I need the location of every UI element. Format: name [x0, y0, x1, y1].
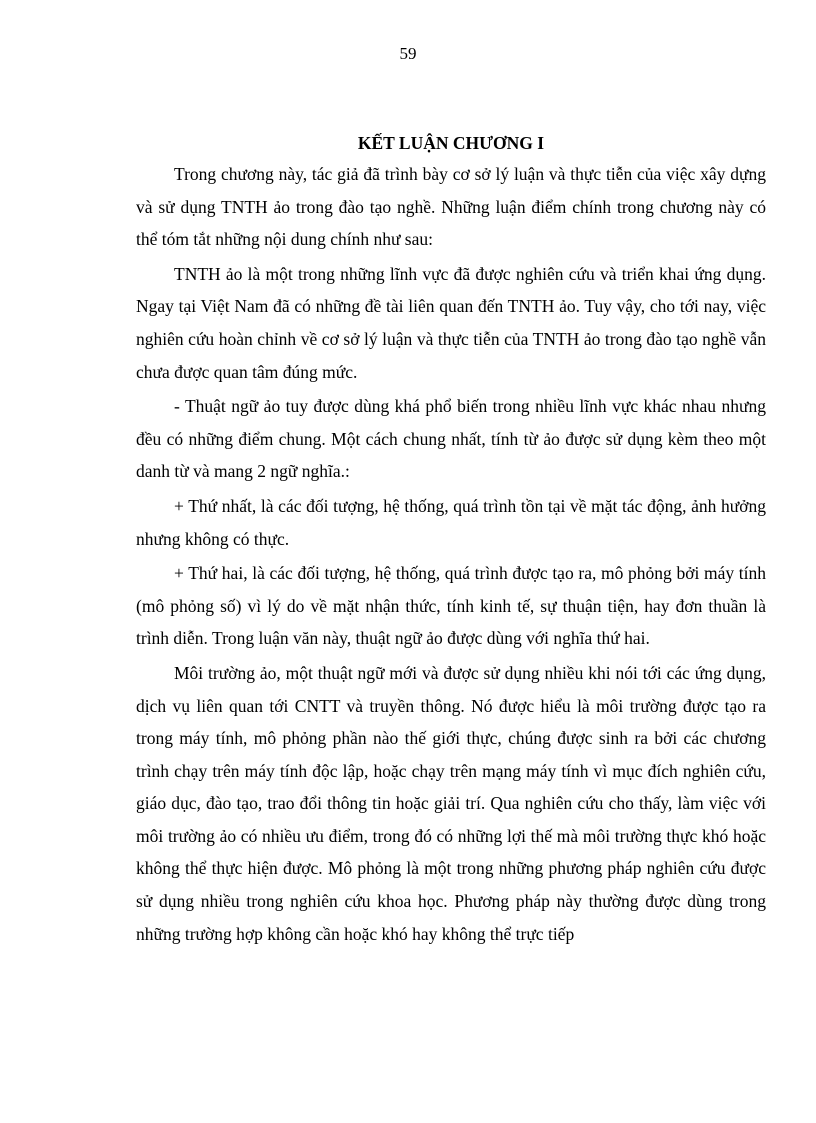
- paragraph-term-virtual: - Thuật ngữ ảo tuy được dùng khá phổ biến trong nhiều lĩnh vực khác nhau nhưng đều có những điểm chung. Một cách chung nhất, tính từ ảo được sử dụng kèm theo một danh từ và mang 2 ngữ nghĩa.:: [136, 396, 766, 482]
- paragraph-virtual-lab-status: TNTH ảo là một trong những lĩnh vực đã được nghiên cứu và triển khai ứng dụng. Ngay tại Việt Nam đã có những đề tài liên quan đến TNTH ảo. Tuy vậy, cho tới nay, việc nghiên cứu hoàn chỉnh về cơ sở lý luận và thực tiễn của TNTH ảo trong đào tạo nghề vẫn chưa được quan tâm đúng mức.: [136, 263, 766, 382]
- paragraph-intro: Trong chương này, tác giả đã trình bày cơ sở lý luận và thực tiễn của việc xây dựng và sử dụng TNTH ảo trong đào tạo nghề. Những luận điểm chính trong chương này có thể tóm tắt những nội dung chính như sau:: [136, 164, 766, 250]
- paragraph-virtual-environment: Môi trường ảo, một thuật ngữ mới và được sử dụng nhiều khi nói tới các ứng dụng, dịch vụ liên quan tới CNTT và truyền thông. Nó được hiểu là môi trường được tạo ra trong máy tính, mô phỏng phần nào thế giới thực, chúng được sinh ra bởi các chương trình chạy trên máy tính độc lập, hoặc chạy trên mạng máy tính vì mục đích nghiên cứu, giáo dục, đào tạo, trao đổi thông tin hoặc giải trí. Qua nghiên cứu cho thấy, làm việc với môi trường ảo có nhiều ưu điểm, trong đó có những lợi thế mà môi trường thực khó hoặc không thể thực hiện được. Mô phỏng là một trong những phương pháp nghiên cứu được sử dụng nhiều trong nghiên cứu khoa học. Phương pháp này thường được dùng trong những trường hợp không cần hoặc khó hay không thể trực tiếp: [136, 662, 766, 944]
- page-number: 59: [399, 44, 417, 63]
- chapter-conclusion-heading: KẾT LUẬN CHƯƠNG I: [357, 133, 545, 153]
- page-body: [136, 128, 766, 952]
- paragraph-meaning-first: + Thứ nhất, là các đối tượng, hệ thống, quá trình tồn tại về mặt tác động, ảnh hưởng nhưng không có thực.: [136, 495, 766, 549]
- paragraph-meaning-second: + Thứ hai, là các đối tượng, hệ thống, quá trình được tạo ra, mô phỏng bởi máy tính (mô phỏng số) vì lý do về mặt nhận thức, tính kinh tế, sự thuận tiện, hay đơn thuần là trình diễn. Trong luận văn này, thuật ngữ ảo được dùng với nghĩa thứ hai.: [136, 563, 766, 649]
